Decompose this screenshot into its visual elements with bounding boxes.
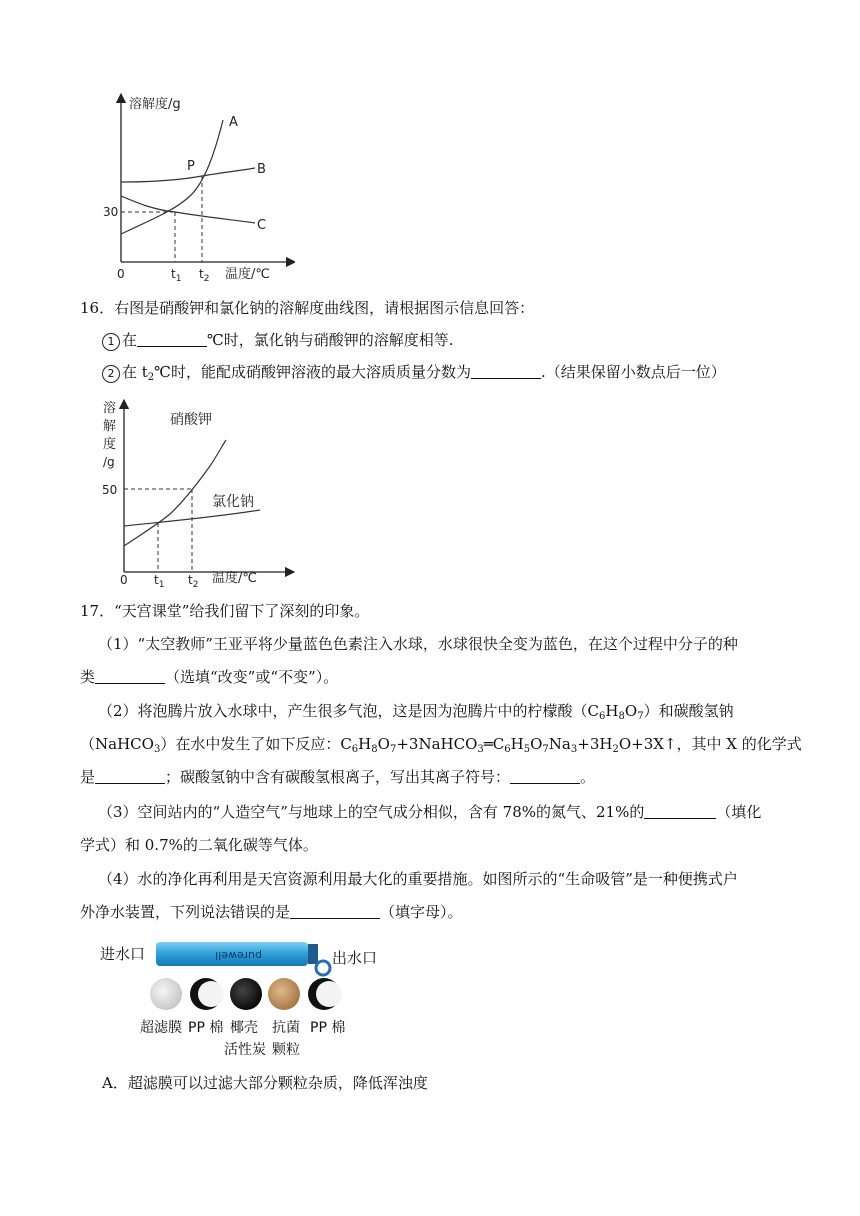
point-p-label: P [187,159,195,174]
x-tick-t1: $t_1$ [171,267,182,284]
option-a: A．超滤膜可以过滤大部分颗粒杂质，降低浑浊度 [102,1074,428,1092]
q16-item-1: 1 在 ℃时，氯化钠与硝酸钾的溶解度相等. [102,330,454,351]
answer-blank-q16-2[interactable] [471,362,541,379]
label-antibacterial-a: 抗菌 [272,1020,300,1036]
label-coconut-a: 椰壳 [230,1020,258,1036]
q17-stem: 17．“天宫课堂”给我们留下了深刻的印象。 [80,602,370,620]
q17-part2-line1: （2）将泡腾片放入水球中，产生很多气泡，这是因为泡腾片中的柠檬酸$(C_6H_8O_7)$和碳酸氢钠 [98,702,734,722]
q17-part1-line1: （1）“太空教师”王亚平将少量蓝色色素注入水球，水球很快全变为蓝色，在这个过程中分子的种 [98,635,738,653]
kno3-label: 硝酸钾 [170,412,212,428]
solubility-graph-2 [100,396,300,588]
origin-label: 0 [117,267,125,281]
outlet-label: 出水口 [332,949,378,967]
label-pp-cotton-2: PP 棉 [310,1020,346,1036]
label-pp-cotton: PP 棉 [188,1020,224,1036]
straw-ring [316,961,330,975]
brand-label: purewell [215,949,262,962]
y-label-1: 溶 [103,401,117,416]
curve-c-label: C [257,218,267,233]
solubility-graph-1 [95,92,295,284]
life-straw-figure [96,932,396,1060]
curve-a-label: A [229,115,238,130]
antibacterial-granule-icon [268,978,300,1010]
answer-blank-q17-1[interactable] [95,667,165,684]
y-axis-label: 溶解度/g [129,97,181,112]
y-label-2: 解 [103,419,117,434]
q16-stem: 16．右图是硝酸钾和氯化钠的溶解度曲线图，请根据图示信息回答： [80,299,535,317]
y-tick-30: 30 [103,205,119,219]
item-2-mark: 2 [102,365,120,383]
curve-kno3 [124,440,226,546]
answer-blank-q17-2a[interactable] [95,767,165,784]
origin-label: 0 [120,573,128,587]
y-label-3: 度 [103,437,117,452]
ultrafiltration-membrane-icon [150,978,182,1010]
q16-item-2: 2 在 $t_2℃$时，能配成硝酸钾溶液的最大溶质质量分数为 .（结果保留小数点后一位） [102,362,726,388]
inlet-label: 进水口 [100,945,146,963]
y-label-4: /g [103,455,115,469]
x-tick-t2: $t_2$ [199,267,210,284]
q17-part1-line2: 类 （选填“改变”或“不变”）。 [80,668,339,686]
curve-c [121,196,255,223]
q17-part2-line3: 是 ；碳酸氢钠中含有碳酸氢根离子，写出其离子符号： 。 [80,768,596,786]
q17-part4-line2: 外净水装置，下列说法错误的是 （填字母）。 [80,903,463,921]
pp-cotton-inner-icon [198,981,224,1007]
answer-blank-q17-3[interactable] [644,802,716,819]
pp-cotton-2-inner-icon [316,981,342,1007]
q17-part3-line2: 学式）和 0.7%的二氧化碳等气体。 [80,836,318,854]
y-tick-50: 50 [102,483,118,497]
label-antibacterial-b: 颗粒 [272,1042,300,1058]
answer-blank-q17-2b[interactable] [510,767,580,784]
q17-part3-line1: （3）空间站内的“人造空气”与地球上的空气成分相似，含有 78%的氮气、21%的 （填化 [98,803,762,821]
curve-b-label: B [257,162,266,177]
answer-blank-q17-4[interactable] [290,902,380,919]
x-tick-t2: $t_2$ [188,573,199,588]
x-axis-label: 温度/℃ [225,267,270,282]
label-ultrafiltration: 超滤膜 [140,1020,182,1036]
q17-part2-line2: （NaHCO$_3$）在水中发生了如下反应：$C_6H_8O_7+3NaHCO_3═C_6H_5O_7Na_3+3H_2O+3X↑$，其中 X 的化学式 [80,735,802,755]
answer-blank-q16-1[interactable] [137,330,207,347]
item-1-mark: 1 [102,333,120,351]
straw-cap [308,944,318,964]
nacl-label: 氯化钠 [212,494,254,510]
coconut-carbon-icon [230,978,262,1010]
q17-part4-line1: （4）水的净化再利用是天宫资源利用最大化的重要措施。如图所示的“生命吸管”是一种便携式户 [98,870,738,888]
label-coconut-b: 活性炭 [224,1042,266,1058]
x-axis-label: 温度/℃ [212,571,257,586]
x-tick-t1: $t_1$ [154,573,165,588]
